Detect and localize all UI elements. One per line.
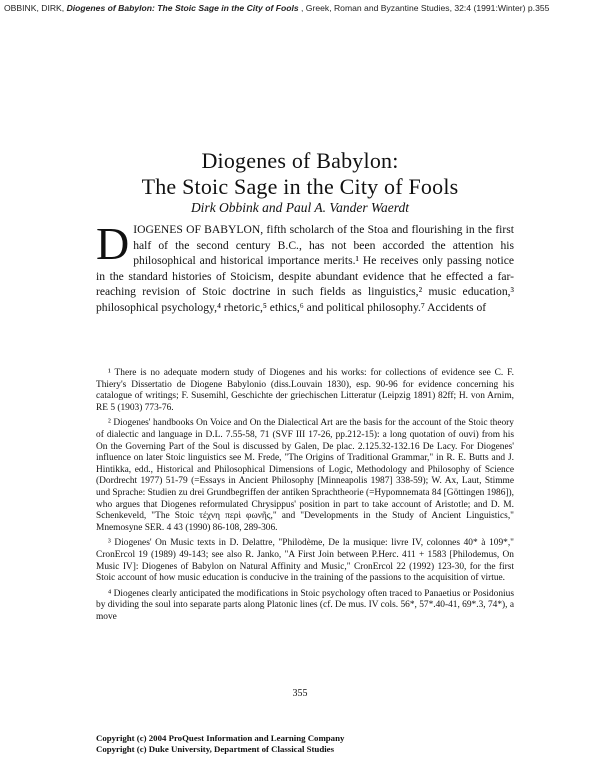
- footnote-3: ³ Diogenes' On Music texts in D. Delattre, "Philodème, De la musique: livre IV, colonnes 40* à 109*," CronErcol 19 (1989) 49-143; see also R. Janko, "A First Join between P.Herc. 411 + 1583 [Philodemus, On Music IV]: Diogenes of Babylon on Natural Affinity and Music," CronErcol 22 (1992) 123-30, for the first Stoic account of how music education is conducive in the training of the passions to the acquisition of virtue.: [96, 538, 514, 584]
- body-paragraph: [96, 218, 514, 316]
- title-line-2: The Stoic Sage in the City of Fools: [141, 174, 459, 199]
- footnote-1: ¹ There is no adequate modern study of Diogenes and his works: for collections of evidence see C. F. Thiery's Dissertatio de Diogene Babylonio (diss.Louvain 1830), esp. 90-96 for evidence concerning his catalogue of writings; F. Susemihl, Geschichte der griechischen Litteratur (Leipzig 1891) 82ff; H. von Arnim, RE 5 (1903) 773-76.: [96, 368, 514, 413]
- citation-prefix: OBBINK, DIRK,: [4, 3, 67, 13]
- citation-suffix: , Greek, Roman and Byzantine Studies, 32:4 (1991:Winter) p.355: [298, 3, 550, 13]
- copyright-footer: [96, 733, 516, 755]
- title-line-1: Diogenes of Babylon:: [201, 148, 399, 173]
- article-title: [0, 148, 600, 200]
- body-text: fifth scholarch of the Stoa and flourishing in the first half of the second century B.C., has not been accorded the attention his philosophical and historical importance merits.¹ He receives only passing notice in the standard histories of Stoicism, despite abundant evidence that he effected a far-reaching revision of Stoic doctrine in such fields as linguistics,² music education,³ philosophical psychology,⁴ rhetoric,⁵ ethics,⁶ and political philosophy.⁷ Accidents of: [96, 223, 514, 314]
- page-number: 355: [292, 688, 308, 699]
- authors: Dirk Obbink and Paul A. Vander Waerdt: [190, 200, 410, 215]
- lead-in: IOGENES OF BABYLON,: [133, 223, 264, 236]
- footnote-4: ⁴ Diogenes clearly anticipated the modifications in Stoic psychology often traced to Panaetius or Posidonius by dividing the soul into separate parts along Platonic lines (cf. De mus. IV cols. 56*, 57*.40-41, 69*.3, 74*), a move: [96, 588, 514, 622]
- citation-header: [4, 3, 594, 14]
- copyright-line-1: Copyright (c) 2004 ProQuest Information and Learning Company: [96, 733, 345, 743]
- copyright-line-2: Copyright (c) Duke University, Department of Classical Studies: [96, 744, 334, 754]
- drop-cap: D: [96, 218, 130, 269]
- footnotes: [96, 368, 514, 627]
- footnote-2: ² Diogenes' handbooks On Voice and On the Dialectical Art are the basis for the account of the Stoic theory of dialectic and language in D.L. 7.55-58, 71 (SVF III 17-26, pp.212-15): a long quotation of ouvi) from his On the Governing Part of the Soul is discussed by Galen, De plac. 2.125.32-132.16 De Lacy. For Diogenes' influence on later Stoic linguistics see M. Frede, "The Origins of Traditional Grammar," in R. E. Butts and J. Hintikka, edd., Historical and Philosophical Dimensions of Logic, Methodology and Philosophy of Science (Dordrecht 1977) 51-79 (=Essays in Ancient Philosophy [Minneapolis 1987] 338-59); W. Ax, Laut, Stimme und Sprache: Studien zu drei Grundbegriffen der antiken Sprachtheorie (=Hypomnemata 84 [Göttingen 1986]), who argues that Diogenes reformulated Chrysippus' position in part to take account of Aristotle; and D. M. Schenkeveld, "The Stoic τέχνη περὶ φωνῆς," and "Developments in the Study of Ancient Linguistics," Mnemosyne SER. 4 43 (1990) 86-108, 289-306.: [96, 418, 514, 533]
- citation-title: Diogenes of Babylon: The Stoic Sage in the City of Fools: [66, 3, 299, 13]
